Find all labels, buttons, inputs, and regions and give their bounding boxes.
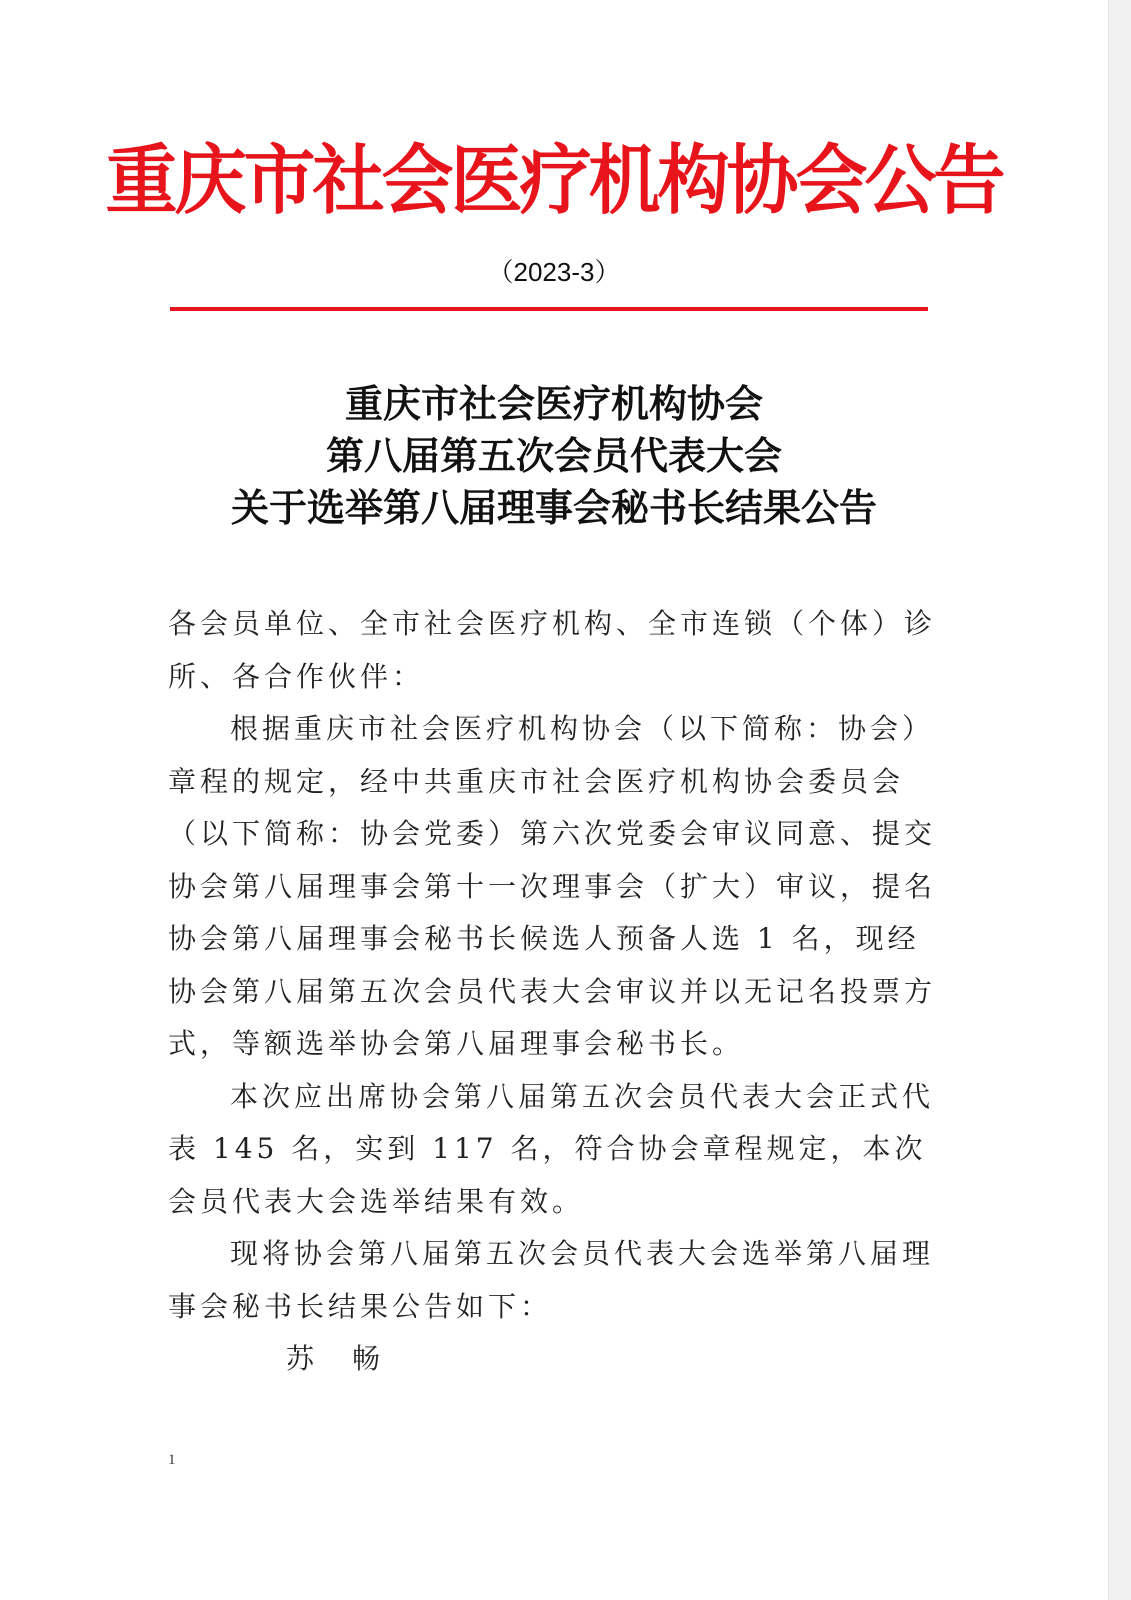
body-paragraph-2: 本次应出席协会第八届第五次会员代表大会正式代表 145 名，实到 117 名，符合协会章程规定，本次会员代表大会选举结果有效。 <box>168 1079 935 1218</box>
body-paragraph-3: 现将协会第八届第五次会员代表大会选举第八届理事会秘书长结果公告如下： <box>168 1237 935 1323</box>
body-paragraph-1: 根据重庆市社会医疗机构协会（以下简称：协会）章程的规定，经中共重庆市社会医疗机构协会委员会（以下简称：协会党委）第六次党委会审议同意、提交协会第八届理事会第十一次理事会（扩大）审议，提名协会第八届理事会秘书长候选人预备人选 1 名，现经协会第八届第五次会员代表大会审议并以无记名投票方式，等额选举协会第八届理事会秘书长。 <box>168 712 937 1060</box>
elected-name: 苏畅 <box>286 1342 419 1375</box>
page-number: 1 <box>168 1452 176 1468</box>
notice-title-line-1: 重庆市社会医疗机构协会 <box>344 381 763 426</box>
scrollbar-track[interactable] <box>1108 0 1131 1600</box>
header-red-divider <box>170 307 928 311</box>
notice-body <box>168 598 938 1386</box>
notice-title <box>0 378 1108 534</box>
document-number: （2023-3） <box>487 257 621 287</box>
salutation: 各会员单位、全市社会医疗机构、全市连锁（个体）诊所、各合作伙伴： <box>168 607 937 693</box>
notice-title-line-3: 关于选举第八届理事会秘书长结果公告 <box>230 485 877 530</box>
document-header-title: 重庆市社会医疗机构协会公告 <box>105 134 1003 225</box>
notice-title-line-2: 第八届第五次会员代表大会 <box>325 433 782 478</box>
elected-name-line <box>168 1333 938 1386</box>
